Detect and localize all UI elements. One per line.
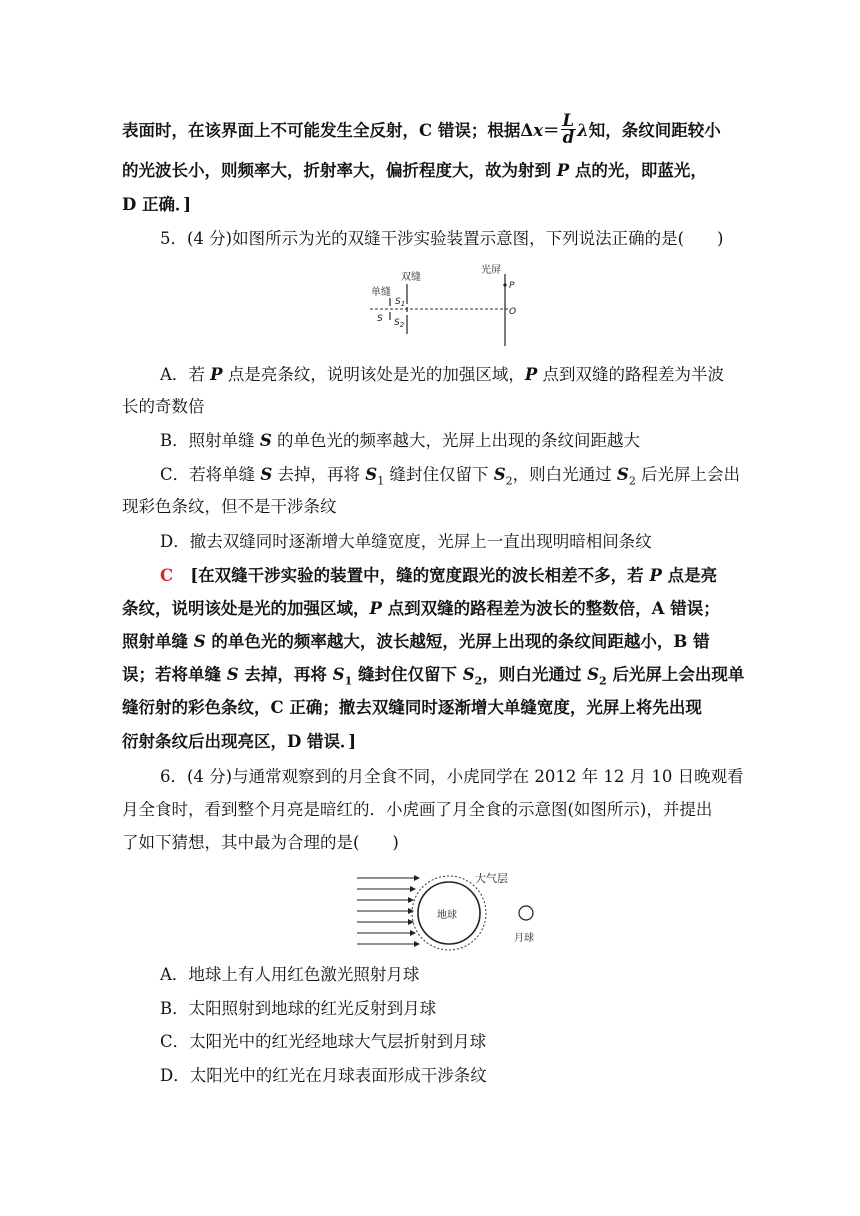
var-s2: S: [462, 665, 475, 684]
label-s2: $S_2$: [394, 318, 405, 329]
q6-option-c: C．太阳光中的红光经地球大气层折射到月球: [160, 1032, 487, 1051]
q5-option-a-line-1: [160, 364, 724, 386]
q6-option-b: B．太阳照射到地球的红光反射到月球: [160, 999, 437, 1018]
var-s2: S: [616, 465, 629, 484]
q6-stem-line-1: 6．(4 分)与通常观察到的月全食不同，小虎同学在 2012 年 12 月 10 日晚观看: [160, 767, 744, 786]
var-s1: S: [365, 465, 378, 484]
q6-stem-line-2: 月全食时，看到整个月亮是暗红的．小虎画了月全食的示意图(如图所示)，并提出: [122, 800, 713, 819]
label-s: S: [377, 314, 383, 324]
text-run: 缝封住仅留下: [384, 465, 494, 484]
subscript: 2: [599, 674, 607, 688]
var-p: P: [210, 365, 223, 384]
text-run: 去掉，再将: [272, 465, 366, 484]
point-p-marker: [503, 283, 506, 286]
label-p: P: [509, 281, 515, 291]
answer-letter: C: [160, 566, 174, 585]
q6-option-a: A．地球上有人用红色激光照射月球: [160, 965, 420, 984]
text-run: 的单色光的频率越大，波长越短，光屏上出现的条纹间距越小，B 错: [205, 632, 710, 651]
var-x: x: [533, 121, 544, 140]
label-o: O: [509, 307, 517, 317]
var-p: P: [524, 365, 538, 384]
prev-explanation-line-2: [122, 160, 707, 182]
q5-explanation-line-4: [122, 664, 744, 692]
var-p: P: [556, 161, 570, 180]
var-s: S: [259, 431, 272, 450]
q5-explanation-line-1: [160, 565, 717, 587]
subscript: 2: [628, 474, 636, 488]
text-run: 的单色光的频率越大，光屏上出现的条纹间距越大: [271, 431, 641, 450]
var-s: S: [193, 632, 206, 651]
var-s1: S: [332, 665, 345, 684]
q5-explanation-line-2: [122, 598, 720, 620]
label-earth: 地球: [437, 910, 457, 921]
double-slit-diagram: [365, 262, 530, 348]
q5-option-b: [160, 430, 640, 452]
text-run: [在双缝干涉实验的装置中，缝的宽度跟光的波长相差不多，若: [190, 566, 650, 585]
text-run: 后光屏上会出现单: [606, 665, 745, 684]
text-run: 点是亮条纹，说明该处是光的加强区域，: [222, 365, 525, 384]
q5-option-d: D．撤去双缝同时逐渐增大单缝宽度，光屏上一直出现明暗相间条纹: [160, 532, 652, 551]
q5-explanation-line-6: 衍射条纹后出现亮区，D 错误．]: [122, 732, 357, 751]
fraction-denominator: d: [562, 128, 575, 147]
var-s2: S: [493, 465, 506, 484]
subscript: 2: [474, 674, 483, 688]
fraction-numerator: L: [562, 111, 575, 130]
text-run: B．照射单缝: [160, 431, 260, 450]
text-run: 知，条纹间距较小: [588, 121, 721, 140]
var-p: P: [649, 566, 662, 585]
text-run: 照射单缝: [122, 632, 194, 651]
var-p: P: [369, 599, 382, 618]
q5-option-c-line-1: [160, 464, 740, 492]
label-single-slit: 单缝: [371, 287, 391, 298]
label-double-slit: 双缝: [401, 272, 421, 283]
text-run: 点到双缝的路程差为半波: [537, 365, 725, 384]
var-s: S: [226, 665, 239, 684]
moon-circle: [519, 906, 533, 920]
var-s: S: [260, 465, 273, 484]
lunar-eclipse-diagram: [355, 866, 545, 952]
text-run: 误；若将单缝: [122, 665, 227, 684]
text-run: 去掉，再将: [238, 665, 333, 684]
text-run: ，则白光通过: [482, 665, 588, 684]
equals-sign: ＝: [543, 121, 560, 140]
q5-explanation-line-3: [122, 631, 710, 653]
text-run: 表面时，在该界面上不可能发生全反射，C 错误；根据Δ: [122, 121, 534, 140]
label-moon: 月球: [514, 933, 534, 944]
q5-option-c-line-2: 现彩色条纹，但不是干涉条纹: [122, 497, 337, 516]
text-run: 点是亮: [661, 566, 718, 585]
text-run: 条纹，说明该处是光的加强区域，: [122, 599, 370, 618]
prev-explanation-line-3: D 正确．]: [122, 195, 192, 214]
sun-rays: [357, 878, 419, 944]
var-lambda: λ: [577, 121, 589, 140]
var-s2: S: [587, 665, 599, 684]
text-run: 后光屏上会出: [635, 465, 741, 484]
fraction-l-over-d: [561, 113, 577, 146]
text-run: ，则白光通过: [512, 465, 617, 484]
subscript: 2: [505, 474, 513, 488]
text-run: C．若将单缝: [160, 465, 261, 484]
subscript: 1: [344, 674, 353, 688]
q6-stem-line-3: 了如下猜想，其中最为合理的是( ): [122, 833, 399, 852]
prev-explanation-line-1: [122, 111, 721, 148]
text-run: 缝封住仅留下: [352, 665, 463, 684]
q5-option-a-line-2: 长的奇数倍: [122, 397, 205, 416]
text-run: 点到双缝的路程差为波长的整数倍，A 错误；: [381, 599, 720, 618]
subscript: 1: [377, 474, 385, 488]
text-run: 点的光，即蓝光，: [569, 161, 707, 180]
q5-explanation-line-5: 缝衍射的彩色条纹，C 正确；撤去双缝同时逐渐增大单缝宽度，光屏上将先出现: [122, 698, 702, 717]
text-run: 的光波长小，则频率大，折射率大，偏折程度大，故为射到: [122, 161, 557, 180]
label-s1: $S_1$: [395, 297, 406, 308]
q6-option-d: D．太阳光中的红光在月球表面形成干涉条纹: [160, 1066, 487, 1085]
label-screen: 光屏: [481, 265, 501, 276]
label-atmosphere: 大气层: [475, 872, 508, 885]
text-run: A．若: [160, 365, 211, 384]
q5-stem: 5．(4 分)如图所示为光的双缝干涉实验装置示意图，下列说法正确的是( ): [160, 229, 724, 248]
